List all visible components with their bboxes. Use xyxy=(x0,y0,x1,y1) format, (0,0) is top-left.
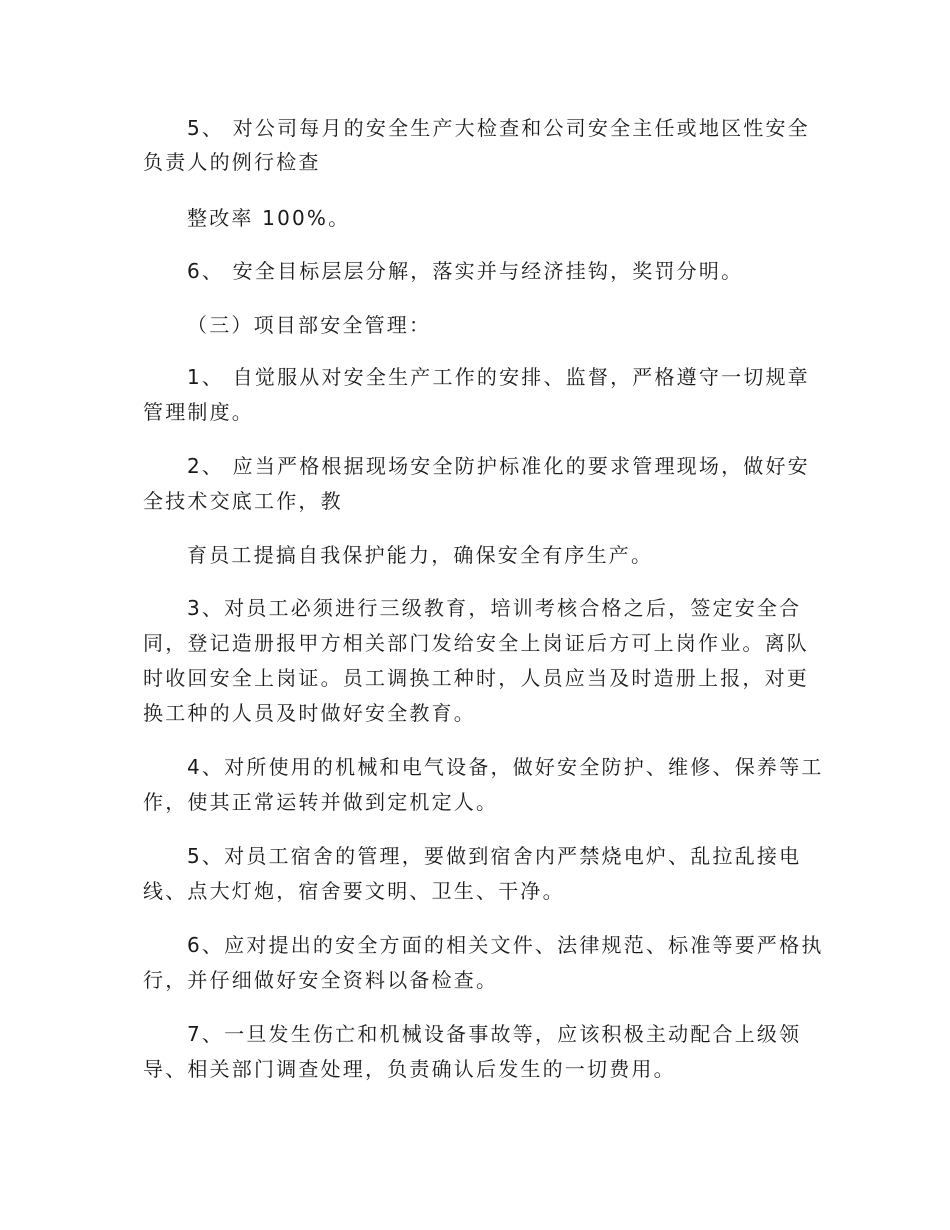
item-5-line-1: 5、对员工宿舍的管理，要做到宿舍内严禁烧电炉、乱拉乱接电 xyxy=(187,844,802,868)
paragraph-6: 6、 安全目标层层分解，落实并与经济挂钩，奖罚分明。 xyxy=(187,259,744,283)
item-5-line-2: 线、点大灯炮，宿舍要文明、卫生、干净。 xyxy=(143,879,565,903)
item-7-line-1: 7、一旦发生伤亡和机械设备事故等，应该积极主动配合上级领 xyxy=(187,1022,802,1046)
section-heading: （三）项目部安全管理： xyxy=(187,313,432,337)
item-7-line-2: 导、相关部门调查处理，负责确认后发生的一切费用。 xyxy=(143,1057,676,1081)
paragraph-5-continuation: 整改率 100%。 xyxy=(187,206,351,230)
item-6-line-2: 行，并仔细做好安全资料以备检查。 xyxy=(143,968,499,992)
paragraph-5-line-2: 负责人的例行检查 xyxy=(143,150,321,174)
item-3-line-1: 3、对员工必须进行三级教育，培训考核合格之后，签定安全合 xyxy=(187,596,802,620)
item-6-line-1: 6、应对提出的安全方面的相关文件、法律规范、标准等要严格执 xyxy=(187,933,824,957)
item-3-line-3: 时收回安全上岗证。员工调换工种时，人员应当及时造册上报，对更 xyxy=(143,666,809,690)
item-2-line-2: 全技术交底工作，教 xyxy=(143,489,343,513)
item-1-line-2: 管理制度。 xyxy=(143,400,254,424)
item-4-line-1: 4、对所使用的机械和电气设备，做好安全防护、维修、保养等工 xyxy=(187,755,824,779)
item-3-line-2: 同，登记造册报甲方相关部门发给安全上岗证后方可上岗作业。离队 xyxy=(143,631,809,655)
item-3-line-4: 换工种的人员及时做好安全教育。 xyxy=(143,701,476,725)
paragraph-5-line-1: 5、 对公司每月的安全生产大检查和公司安全主任或地区性安全 xyxy=(187,116,810,140)
item-2-continuation: 育员工提搞自我保护能力，确保安全有序生产。 xyxy=(187,543,654,567)
item-2-line-1: 2、 应当严格根据现场安全防护标准化的要求管理现场，做好安 xyxy=(187,454,810,478)
item-1-line-1: 1、 自觉服从对安全生产工作的安排、监督，严格遵守一切规章 xyxy=(187,365,810,389)
item-4-line-2: 作，使其正常运转并做到定机定人。 xyxy=(143,790,499,814)
